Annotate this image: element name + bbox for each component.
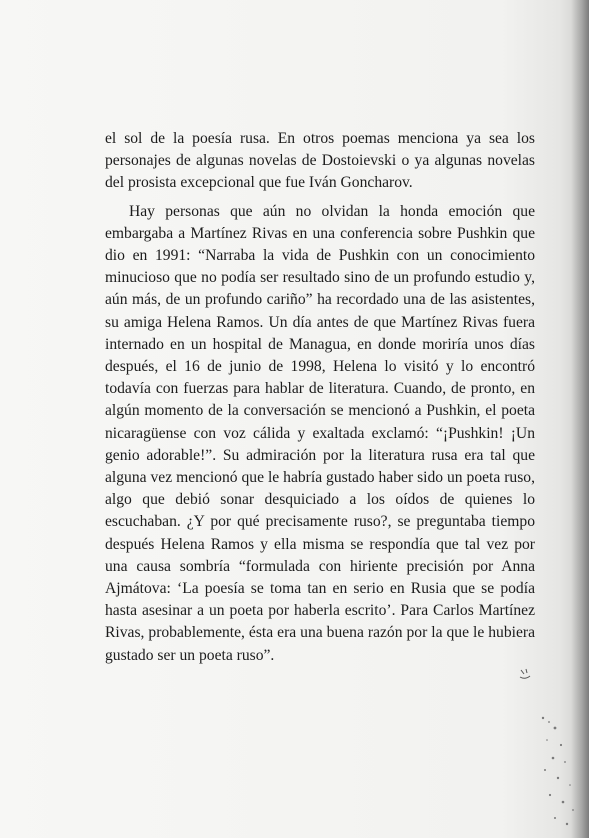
paragraph-1: el sol de la poesía rusa. En otros poemas menciona ya sea los personajes de algunas novelas de Dostoievski o ya algunas novelas del prosista excepcional que fue Iván Goncharov. <box>105 130 535 192</box>
scan-speckles <box>525 700 585 830</box>
body-text <box>105 128 535 667</box>
handwritten-mark <box>518 668 532 684</box>
paragraph-2: Hay personas que aún no olvidan la honda emoción que embargaba a Martínez Rivas en una conferencia sobre Pushkin que dio en 1991: “Narraba la vida de Pushkin con un conocimiento minucioso que no podía ser resultado sino de un profundo estudio y, aún más, de un profundo cariño” ha recordado una de las asistentes, su amiga Helena Ramos. Un día antes de que Martínez Rivas fuera internado en un hospital de Managua, en donde moriría unos días después, el 16 de junio de 1998, Helena lo visitó y lo encontró todavía con fuerzas para hablar de literatura. Cuando, de pronto, en algún momento de la conversación se mencionó a Pushkin, el poeta nicaragüense con voz cálida y exaltada exclamó: “¡Pushkin! ¡Un genio adorable!”. Su admiración por la literatura rusa era tal que alguna vez mencionó que le habría gustado haber sido un poeta ruso, algo que debió sonar desquiciado a los oídos de quienes lo escuchaban. ¿Y por qué precisamente ruso?, se preguntaba tiempo después Helena Ramos y ella misma se respondía que tal vez por una causa sombría “formulada con hiriente precisión por Anna Ajmátova: ‘La poesía se toma tan en serio en Rusia que se podía hasta asesinar a un poeta por haberla escrito’. Para Carlos Martínez Rivas, probablemente, ésta era una buena razón por la que le hubiera gustado ser un poeta ruso”. <box>105 202 535 664</box>
